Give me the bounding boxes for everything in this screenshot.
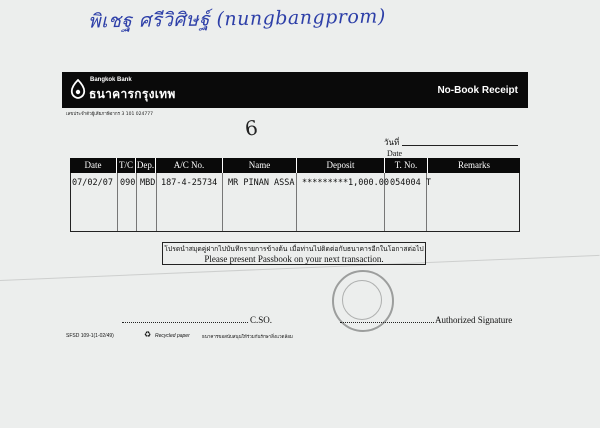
table-row — [72, 178, 513, 188]
receipt-header — [62, 72, 528, 108]
row-date: 07/02/07 — [72, 178, 113, 188]
row-t-no: 054004 T — [390, 178, 431, 188]
date-label-th: วันที่ — [384, 138, 400, 147]
date-label: Date — [387, 149, 403, 158]
hand-mark: 6 — [243, 115, 260, 141]
environment-note: ธนาคารขอสนับสนุนให้ร่วมกันรักษาสิ่งแวดล้อม — [202, 335, 293, 340]
recycled-paper-label: Recycled paper — [155, 333, 190, 339]
recycle-icon: ♻ — [144, 330, 152, 339]
handwritten-name: พิเชฐ ศรีวิศิษฐ์ (nungbangprom) — [87, 5, 386, 33]
header-deposit: Deposit — [297, 158, 385, 173]
row-dep: MBD — [140, 178, 156, 188]
bank-logo-icon — [69, 79, 87, 99]
header-dep: Dep. — [136, 158, 156, 173]
date-line — [402, 145, 518, 146]
form-code: SFSD 109-1(1-02/49) — [66, 333, 114, 339]
bank-name-th: ธนาคารกรุงเทพ — [89, 87, 176, 101]
receipt-title: No-Book Receipt — [437, 85, 518, 96]
table-header — [70, 158, 520, 173]
authorized-signature-label: Authorized Signature — [435, 315, 513, 325]
header-date: Date — [70, 158, 117, 173]
header-remarks: Remarks — [458, 160, 490, 170]
tax-id-line: เลขประจำตัวผู้เสียภาษีอากร 3 101 024777 — [66, 112, 153, 117]
row-name: MR PINAN ASSA — [228, 178, 295, 188]
header-ac-no: A/C No. — [156, 158, 223, 173]
notice-th: โปรดนำสมุดคู่ฝากไปบันทึกรายการข้างต้น เมื่อท่านไปติดต่อกับธนาคารอีกในโอกาสต่อไป — [164, 245, 424, 253]
cso-label: C.SO. — [250, 315, 273, 325]
authorized-signature-line — [340, 322, 434, 323]
header-t-no: T. No. — [385, 158, 428, 173]
row-tc: 090 — [120, 178, 136, 188]
bank-stamp-inner — [342, 280, 382, 320]
cso-signature-line — [122, 322, 248, 323]
header-name: Name — [223, 158, 297, 173]
passbook-notice — [162, 242, 426, 265]
bank-name-en: Bangkok Bank — [90, 77, 132, 83]
header-tc: T/C — [117, 158, 136, 173]
row-ac-no: 187-4-25734 — [161, 178, 218, 188]
row-remarks — [433, 178, 513, 188]
row-deposit: *********1,000.00 — [302, 178, 389, 188]
notice-en: Please present Passbook on your next transaction. — [204, 254, 384, 264]
receipt — [62, 72, 528, 344]
